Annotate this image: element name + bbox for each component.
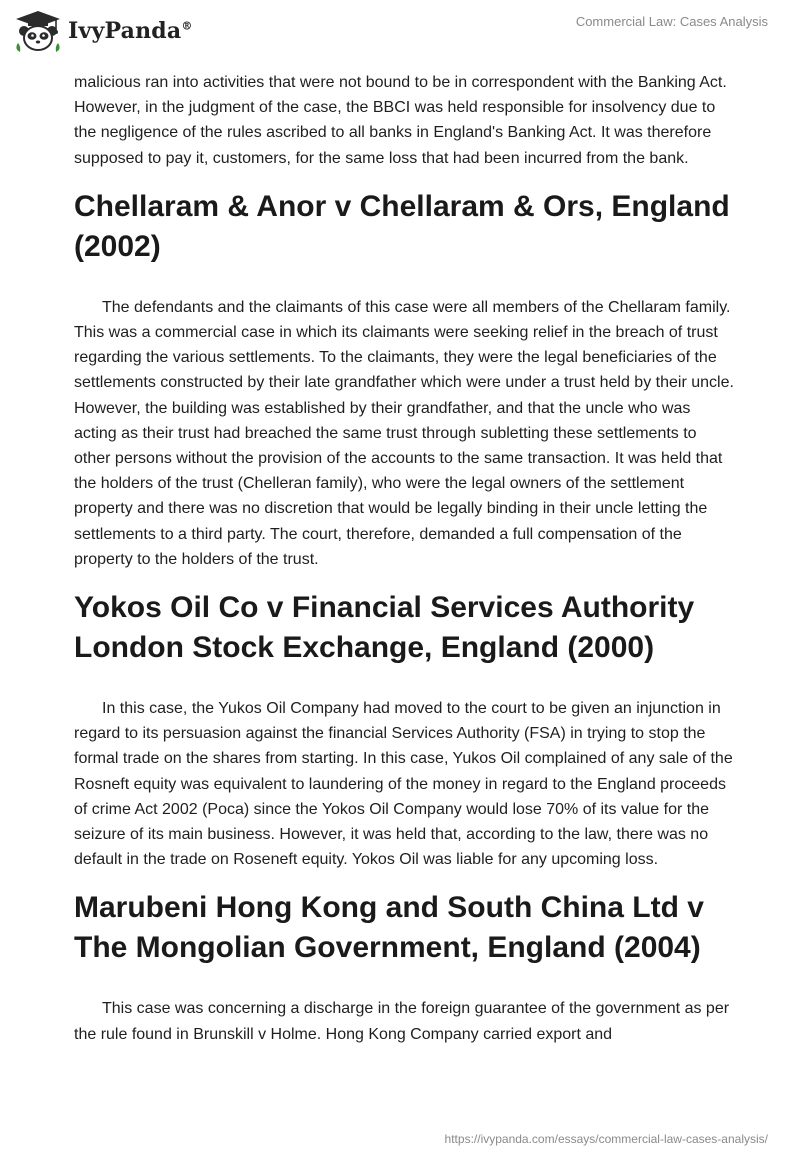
section-paragraph: The defendants and the claimants of this case were all members of the Chellaram family. This was a commercial case in which its claimants were seeking relief in the breach of trust regarding the various settlements. To the claimants, they were the legal beneficiaries of the settlements constructed by their late grandfather which were under a trust held by their uncle. However, the building was established by their grandfather, and that the uncle who was acting as their trust had breached the same trust through subletting these settlements to other persons without the provision of the accounts to the same transaction. It was held that the holders of the trust (Chelleran family), who were the legal owners of the settlement property and there was no discretion that would be legally binding in their uncle letting the settlements to a third party. The court, therefore, demanded a full compensation of the property to the holders of the trust. [74,298,734,568]
section-paragraph: In this case, the Yukos Oil Company had moved to the court to be given an injunction in regard to its persuasion against the financial Services Authority (FSA) in trying to stop the formal trade on the shares from starting. In this case, Yukos Oil complained of any sale of the Rosneft equity was equivalent to laundering of the money in regard to the England proceeds of crime Act 2002 (Poca) since the Yokos Oil Company would lose 70% of its value for the seizure of its main business. However, it was held that, according to the law, there was no default in the trade on Roseneft equity. Yokos Oil was liable for any upcoming loss. [74,700,733,869]
brand-name: IvyPanda® [68,18,193,44]
section-heading: Yokos Oil Co v Financial Services Authority London Stock Exchange, England (2000) [74,591,695,665]
document-title: Commercial Law: Cases Analysis [575,14,768,29]
section-paragraph: This case was concerning a discharge in the foreign guarantee of the government as per the rule found in Brunskill v Holme. Hong Kong Company carried export and [74,1000,730,1043]
source-url[interactable]: https://ivypanda.com/essays/commercial-law-cases-analysis/ [444,1132,768,1146]
page-header [0,0,800,60]
essay-content [74,70,734,1047]
section-heading: Marubeni Hong Kong and South China Ltd v The Mongolian Government, England (2004) [74,891,704,965]
section-heading: Chellaram & Anor v Chellaram & Ors, England (2002) [74,189,730,263]
panda-graduate-icon [14,9,62,53]
intro-paragraph: malicious ran into activities that were not bound to be in correspondent with the Banking Act. However, in the judgment of the case, the BBCI was held responsible for insolvency due to the negligence of the rules ascribed to all banks in England's Banking Act. It was therefore supposed to pay it, customers, for the same loss that had been incurred from the bank. [74,74,727,167]
ivypanda-logo[interactable] [14,8,193,54]
